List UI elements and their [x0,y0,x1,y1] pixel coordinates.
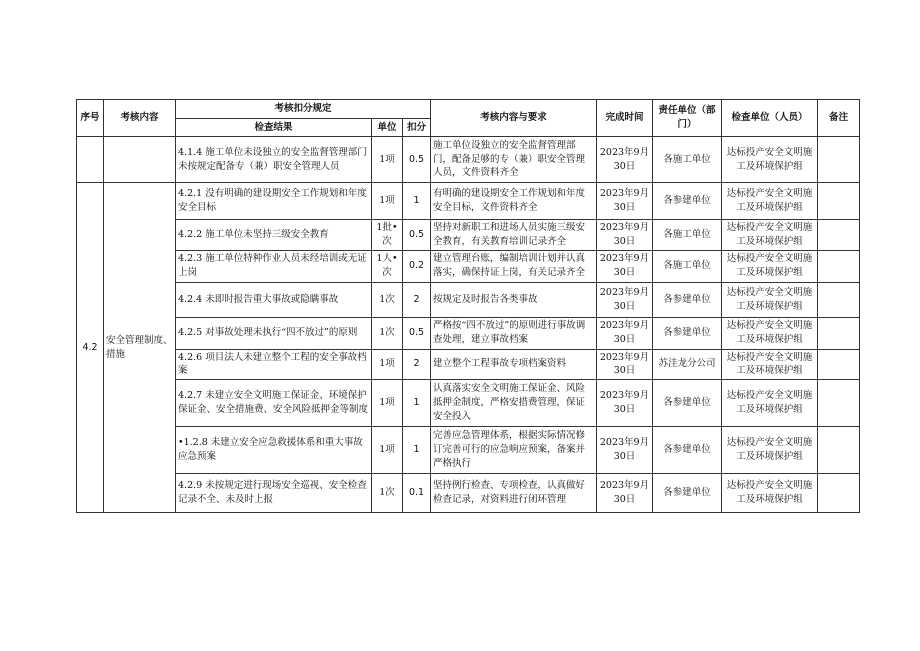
remark-cell [818,183,860,220]
responsible-cell: 各参建单位 [653,282,722,317]
check-result-cell: 4.2.3 施工单位特种作业人员未经培训或无证上岗 [176,250,372,282]
table-row [77,317,860,349]
inspector-cell: 达标投产安全文明施工及环境保护组 [722,137,818,183]
header-deadline: 完成时间 [597,100,653,137]
deduct-cell: 1 [403,380,431,427]
responsible-cell: 各参建单位 [653,427,722,474]
table-body [77,137,860,513]
inspector-cell: 达标投产安全文明施工及环境保护组 [722,250,818,282]
section-seq: 4.2 [77,183,104,513]
responsible-cell: 各参建单位 [653,380,722,427]
header-seq: 序号 [77,100,104,137]
header-content: 考核内容 [104,100,176,137]
check-result-cell: 4.1.4 施工单位未设独立的安全监督管理部门未按规定配备专（兼）职安全管理人员 [176,137,372,183]
deadline-cell: 2023年9月30日 [597,349,653,380]
responsible-cell: 各施工单位 [653,250,722,282]
deduct-cell: 2 [403,282,431,317]
unit-cell: 1项 [372,427,403,474]
inspector-cell: 达标投产安全文明施工及环境保护组 [722,427,818,474]
table-row [77,474,860,513]
unit-cell: 1次 [372,474,403,513]
remark-cell [818,380,860,427]
table-row [77,137,860,183]
check-result-cell: 4.2.7 未建立安全文明施工保证金、环境保护保证金、安全措施费、安全风险抵押金等制度 [176,380,372,427]
inspector-cell: 达标投产安全文明施工及环境保护组 [722,183,818,220]
unit-cell: 1次 [372,317,403,349]
deadline-cell: 2023年9月30日 [597,317,653,349]
check-result-cell: •1.2.8 未建立安全应急救援体系和重大事故应急预案 [176,427,372,474]
remark-cell [818,317,860,349]
deadline-cell: 2023年9月30日 [597,137,653,183]
deduct-cell: 0.5 [403,317,431,349]
deadline-cell: 2023年9月30日 [597,220,653,251]
inspector-cell: 达标投产安全文明施工及环境保护组 [722,474,818,513]
requirement-cell: 按规定及时报告各类事故 [431,282,597,317]
requirement-cell: 坚持例行检查、专项检查，认真做好检查记录，对资料进行闭环管理 [431,474,597,513]
remark-cell [818,349,860,380]
requirement-cell: 有明确的建设期安全工作规划和年度安全目标，文件资料齐全 [431,183,597,220]
unit-cell: 1项 [372,380,403,427]
deduct-cell: 0.5 [403,137,431,183]
table-row [77,282,860,317]
requirement-cell: 建立管理台账，编制培训计划并认真落实，确保持证上岗，有关记录齐全 [431,250,597,282]
unit-cell: 1项 [372,137,403,183]
unit-cell: 1人•次 [372,250,403,282]
check-result-cell: 4.2.1 没有明确的建设期安全工作规划和年度安全目标 [176,183,372,220]
deadline-cell: 2023年9月30日 [597,427,653,474]
table-row [77,250,860,282]
header-responsible: 责任单位（部门） [653,100,722,137]
section-content: 安全管理制度、措施 [104,183,176,513]
remark-cell [818,250,860,282]
check-result-cell: 4.2.9 未按规定进行现场安全巡视、安全检查记录不全、未及时上报 [176,474,372,513]
remark-cell [818,220,860,251]
header-remark: 备注 [818,100,860,137]
deadline-cell: 2023年9月30日 [597,183,653,220]
check-result-cell: 4.2.5 对事故处理未执行“四不放过”的原则 [176,317,372,349]
responsible-cell: 苏洼龙分公司 [653,349,722,380]
remark-cell [818,282,860,317]
responsible-cell: 各施工单位 [653,220,722,251]
header-group: 考核扣分规定 [176,100,431,119]
unit-cell: 1项 [372,349,403,380]
deduct-cell: 1 [403,427,431,474]
table-row [77,349,860,380]
responsible-cell: 各施工单位 [653,137,722,183]
responsible-cell: 各参建单位 [653,183,722,220]
check-result-cell: 4.2.4 未即时报告重大事故或隐瞒事故 [176,282,372,317]
requirement-cell: 严格按“四不放过”的原则进行事故调查处理，建立事故档案 [431,317,597,349]
deadline-cell: 2023年9月30日 [597,282,653,317]
row-content-cell [104,137,176,183]
inspector-cell: 达标投产安全文明施工及环境保护组 [722,317,818,349]
remark-cell [818,427,860,474]
requirement-cell: 完善应急管理体系，根据实际情况修订完善可行的应急响应预案，备案并严格执行 [431,427,597,474]
check-result-cell: 4.2.6 项目法人未建立整个工程的安全事故档案 [176,349,372,380]
deadline-cell: 2023年9月30日 [597,380,653,427]
responsible-cell: 各参建单位 [653,474,722,513]
remark-cell [818,137,860,183]
header-deduct: 扣分 [403,119,431,137]
unit-cell: 1批•次 [372,220,403,251]
table-row [77,183,860,220]
table-row [77,380,860,427]
inspector-cell: 达标投产安全文明施工及环境保护组 [722,220,818,251]
unit-cell: 1次 [372,282,403,317]
assessment-table [76,99,860,513]
deduct-cell: 0.5 [403,220,431,251]
header-check-result: 检查结果 [176,119,372,137]
row-seq-cell [77,137,104,183]
deduct-cell: 1 [403,183,431,220]
check-result-cell: 4.2.2 施工单位未坚持三级安全教育 [176,220,372,251]
unit-cell: 1项 [372,183,403,220]
remark-cell [818,474,860,513]
requirement-cell: 认真落实安全文明施工保证金、风险抵押金制度，严格安措费管理，保证安全投入 [431,380,597,427]
deadline-cell: 2023年9月30日 [597,250,653,282]
deadline-cell: 2023年9月30日 [597,474,653,513]
deduct-cell: 2 [403,349,431,380]
inspector-cell: 达标投产安全文明施工及环境保护组 [722,380,818,427]
inspector-cell: 达标投产安全文明施工及环境保护组 [722,282,818,317]
requirement-cell: 建立整个工程事故专项档案资料 [431,349,597,380]
deduct-cell: 0.2 [403,250,431,282]
deduct-cell: 0.1 [403,474,431,513]
table-row [77,427,860,474]
requirement-cell: 坚持对新职工和进场人员实施三级安全教育，有关教育培训记录齐全 [431,220,597,251]
header-inspector: 检查单位（人员） [722,100,818,137]
header-requirement: 考核内容与要求 [431,100,597,137]
table-row [77,220,860,251]
header-unit: 单位 [372,119,403,137]
responsible-cell: 各参建单位 [653,317,722,349]
inspector-cell: 达标投产安全文明施工及环境保护组 [722,349,818,380]
requirement-cell: 施工单位设独立的安全监督管理部门，配备足够的专（兼）职安全管理人员，文件资料齐全 [431,137,597,183]
